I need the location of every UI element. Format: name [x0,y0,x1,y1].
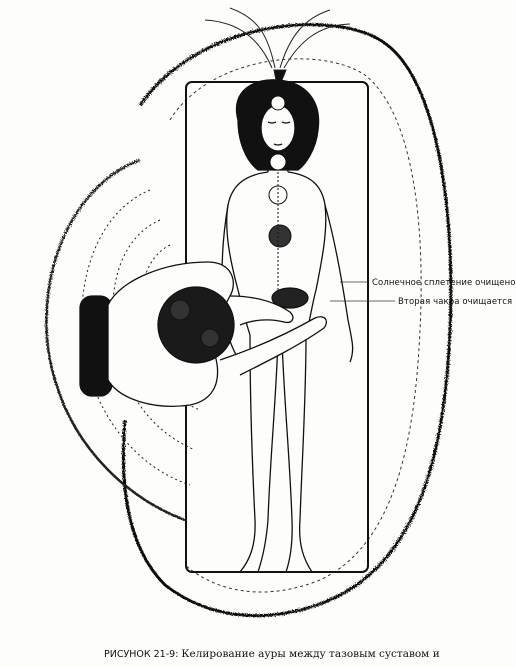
figure-caption [104,648,440,660]
patient-figure [222,80,352,572]
annotation-second-chakra: Вторая чакра очищается [398,297,513,307]
crown-energy-fountain [205,8,350,90]
figure-label: РИСУНОК 21-9: [104,649,179,660]
figure-caption-text: Келирование ауры между тазовым суставом и [181,648,440,660]
healer-figure [80,262,326,406]
annotation-solar-plexus: Солнечное сплетение очищено [372,278,516,288]
